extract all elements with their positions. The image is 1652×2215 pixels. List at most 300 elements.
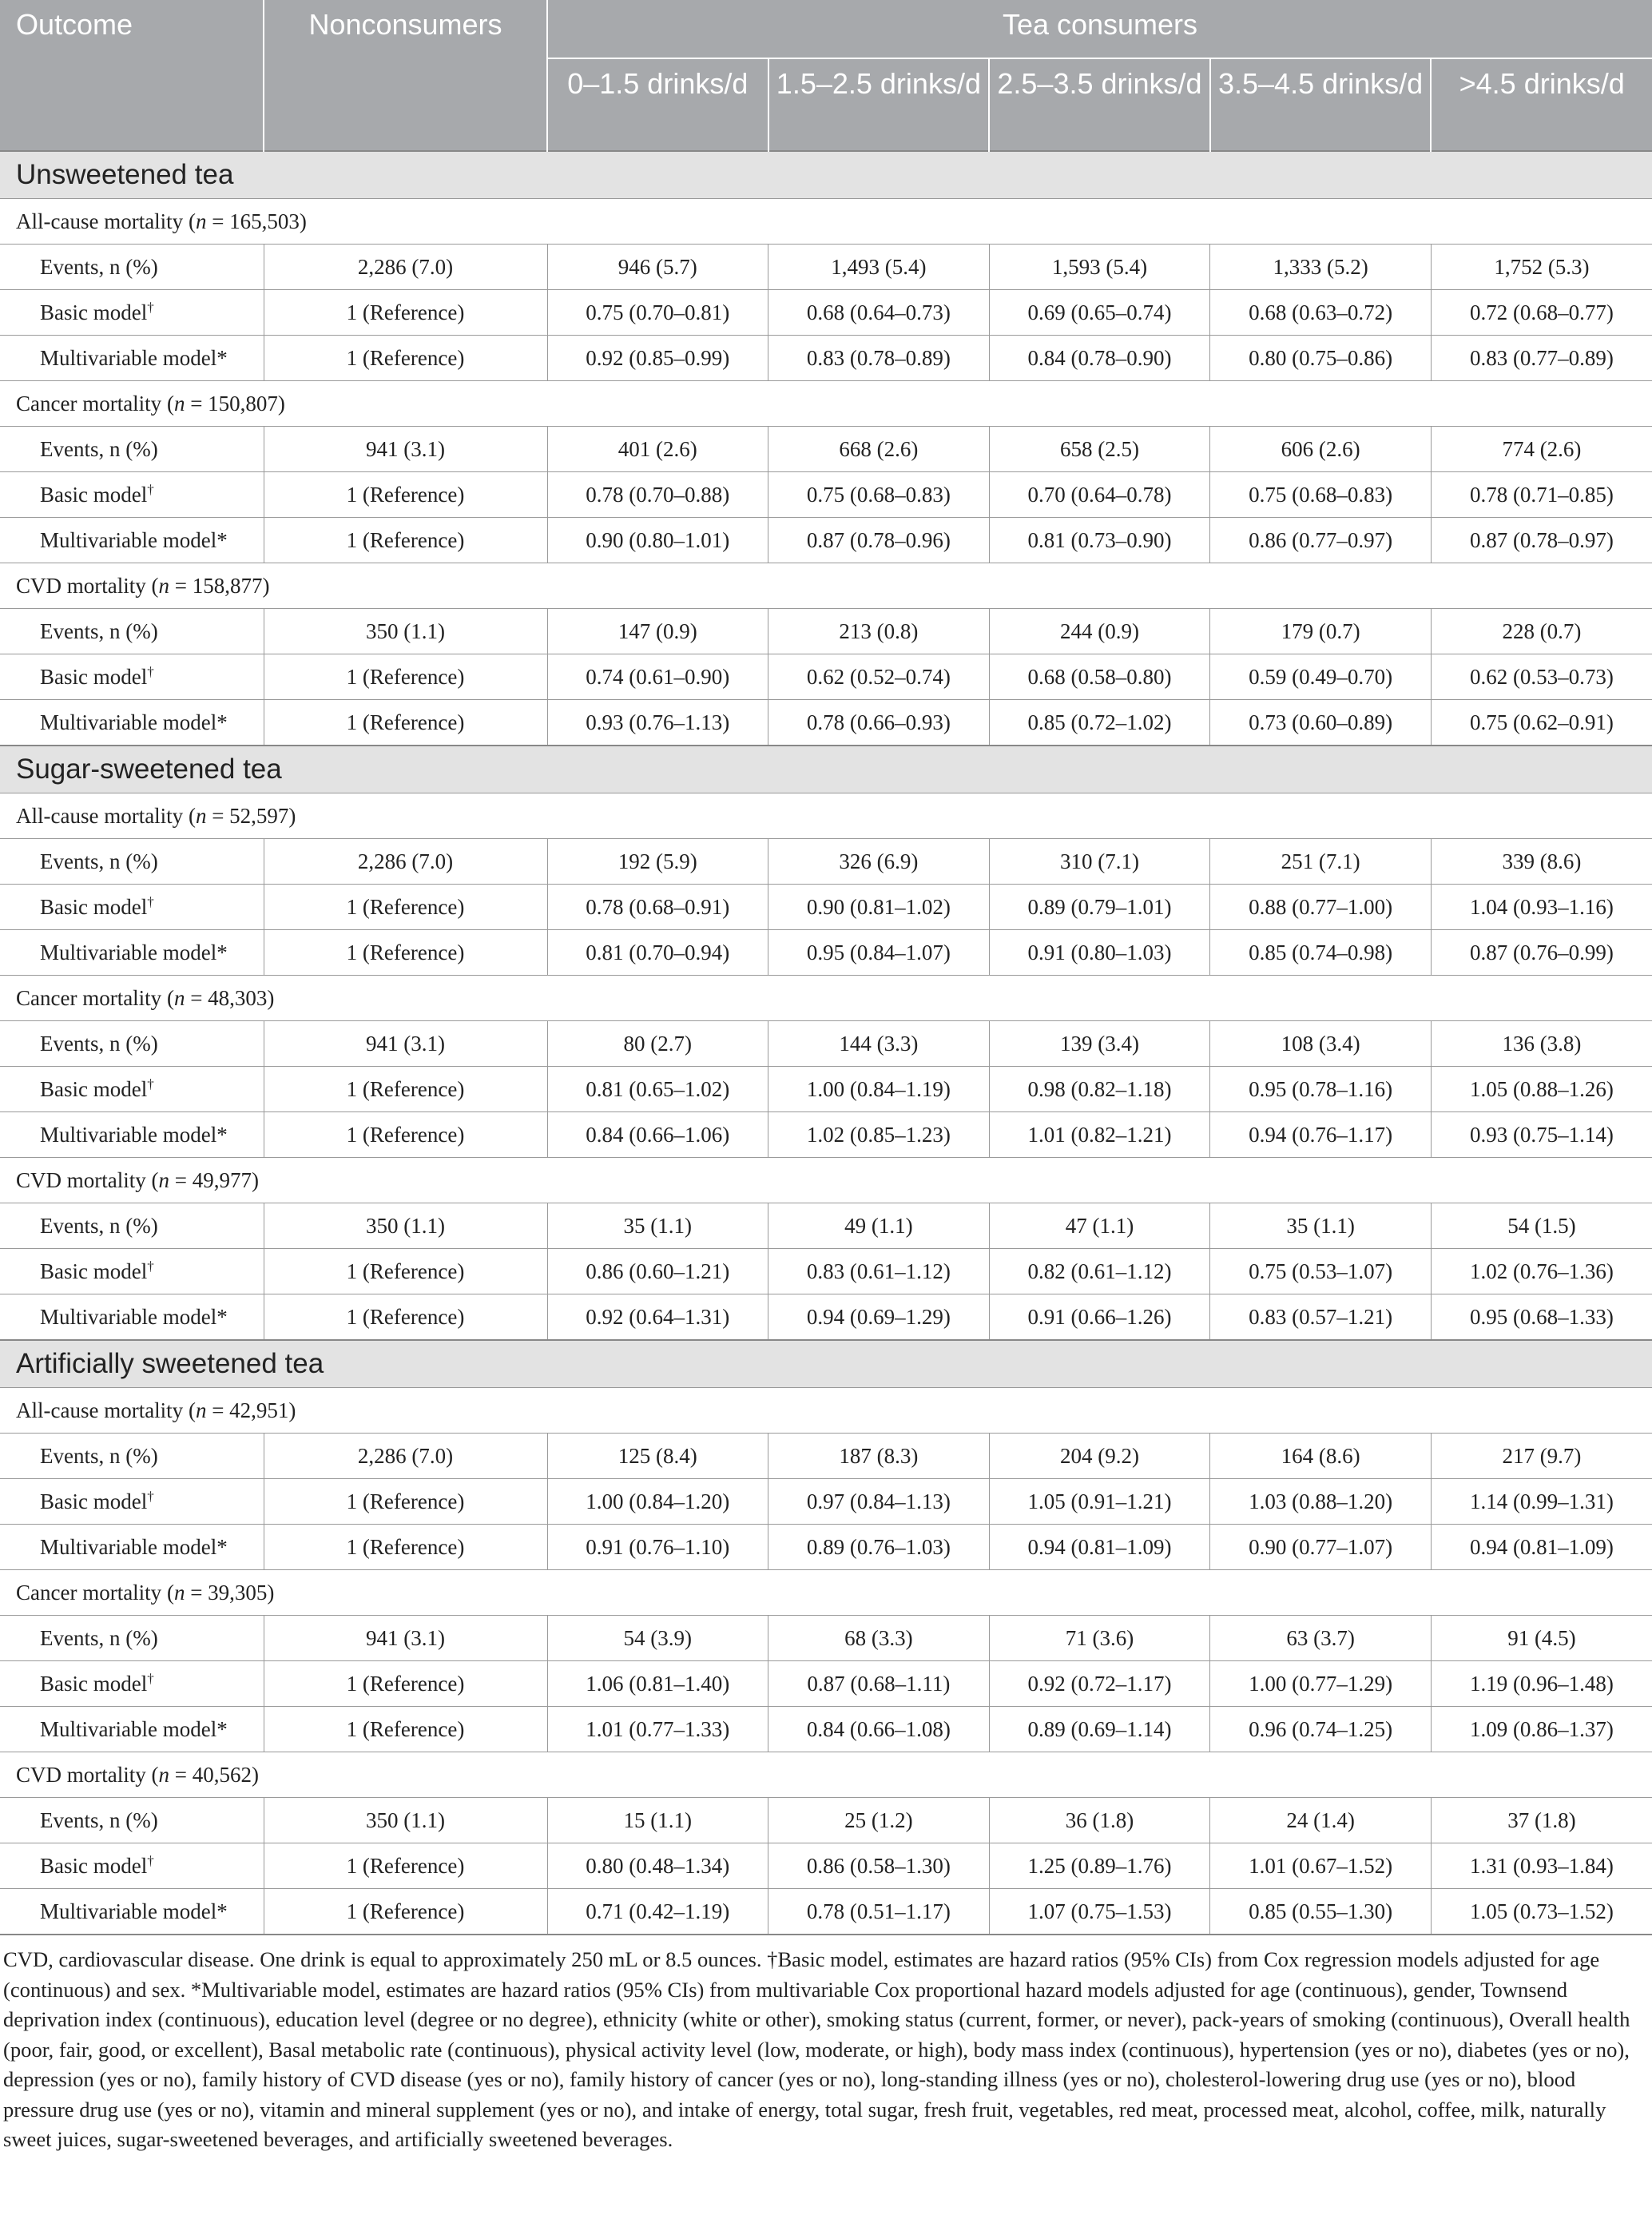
sample-size-value: = 42,951 <box>206 1398 289 1422</box>
table-row <box>0 245 1652 290</box>
sample-size-value: = 49,977 <box>169 1167 252 1192</box>
row-label-footnote-mark: † <box>147 481 154 497</box>
table-cell: 0.94 (0.69–1.29) <box>768 1294 990 1341</box>
outcome-name: Cancer mortality <box>16 985 162 1010</box>
table-cell: 1 (Reference) <box>264 700 547 746</box>
outcome-group-row <box>0 793 1652 839</box>
row-label-cell <box>0 427 264 472</box>
row-label-cell <box>0 885 264 930</box>
table-cell: 1.05 (0.88–1.26) <box>1431 1067 1652 1112</box>
row-label: Events, n (%) <box>40 436 158 461</box>
table-cell: 0.74 (0.61–0.90) <box>547 654 768 700</box>
sample-size-symbol: n <box>158 1167 169 1192</box>
table-row <box>0 654 1652 700</box>
table-row <box>0 472 1652 518</box>
sample-size-value: = 39,305 <box>185 1580 268 1605</box>
row-label-cell <box>0 336 264 381</box>
table-cell: 136 (3.8) <box>1431 1021 1652 1067</box>
row-label-cell <box>0 1843 264 1889</box>
row-label-cell <box>0 1112 264 1158</box>
table-row <box>0 290 1652 336</box>
row-label: Events, n (%) <box>40 1443 158 1468</box>
table-cell: 1.25 (0.89–1.76) <box>989 1843 1210 1889</box>
table-cell: 0.68 (0.63–0.72) <box>1210 290 1432 336</box>
table-cell: 0.90 (0.80–1.01) <box>547 518 768 563</box>
table-cell: 37 (1.8) <box>1431 1798 1652 1843</box>
sample-size-value: = 150,807 <box>185 391 278 416</box>
table-cell: 1,333 (5.2) <box>1210 245 1432 290</box>
table-cell: 658 (2.5) <box>989 427 1210 472</box>
row-label-footnote-mark: † <box>147 1488 154 1504</box>
row-label-cell <box>0 654 264 700</box>
table-cell: 0.92 (0.85–0.99) <box>547 336 768 381</box>
table-row <box>0 336 1652 381</box>
table-row <box>0 518 1652 563</box>
table-cell: 941 (3.1) <box>264 1021 547 1067</box>
table-row <box>0 427 1652 472</box>
table-cell: 0.68 (0.64–0.73) <box>768 290 990 336</box>
section-header <box>0 1340 1652 1388</box>
row-label-footnote-mark: † <box>147 299 154 315</box>
table-cell: 1.07 (0.75–1.53) <box>989 1889 1210 1935</box>
table-cell: 187 (8.3) <box>768 1434 990 1479</box>
table-cell: 0.82 (0.61–1.12) <box>989 1249 1210 1294</box>
table-cell: 0.83 (0.57–1.21) <box>1210 1294 1432 1341</box>
table-cell: 0.91 (0.80–1.03) <box>989 930 1210 976</box>
table-cell: 125 (8.4) <box>547 1434 768 1479</box>
table-cell: 0.75 (0.53–1.07) <box>1210 1249 1432 1294</box>
row-label: Basic model <box>40 1489 148 1513</box>
table-cell: 0.81 (0.70–0.94) <box>547 930 768 976</box>
table-cell: 80 (2.7) <box>547 1021 768 1067</box>
row-label: Multivariable model* <box>40 1122 228 1147</box>
table-cell: 1,593 (5.4) <box>989 245 1210 290</box>
table-cell: 68 (3.3) <box>768 1616 990 1661</box>
row-label-cell <box>0 1021 264 1067</box>
row-label: Events, n (%) <box>40 618 158 643</box>
sample-size-value: = 40,562 <box>169 1762 252 1787</box>
table-cell: 1.05 (0.73–1.52) <box>1431 1889 1652 1935</box>
table-cell: 668 (2.6) <box>768 427 990 472</box>
table-cell: 2,286 (7.0) <box>264 1434 547 1479</box>
table-cell: 1.09 (0.86–1.37) <box>1431 1707 1652 1752</box>
table-body <box>0 151 1652 1934</box>
table-cell: 0.78 (0.66–0.93) <box>768 700 990 746</box>
table-cell: 0.89 (0.76–1.03) <box>768 1525 990 1570</box>
table-cell: 1.00 (0.77–1.29) <box>1210 1661 1432 1707</box>
header-tea-consumers: Tea consumers <box>547 0 1652 58</box>
table-cell: 2,286 (7.0) <box>264 839 547 885</box>
outcome-group-label: Cancer mortality (n = 48,303) <box>0 976 1652 1021</box>
table-cell: 0.92 (0.64–1.31) <box>547 1294 768 1341</box>
sample-size-value: = 158,877 <box>169 573 263 598</box>
outcome-name: Cancer mortality <box>16 391 162 416</box>
table-cell: 0.85 (0.74–0.98) <box>1210 930 1432 976</box>
table-cell: 0.81 (0.65–1.02) <box>547 1067 768 1112</box>
table-cell: 35 (1.1) <box>1210 1203 1432 1249</box>
row-label: Multivariable model* <box>40 940 228 964</box>
table-row <box>0 1021 1652 1067</box>
sample-size-symbol: n <box>173 1580 185 1605</box>
table-cell: 1.01 (0.82–1.21) <box>989 1112 1210 1158</box>
table-cell: 0.93 (0.76–1.13) <box>547 700 768 746</box>
outcome-name: CVD mortality <box>16 1167 146 1192</box>
outcome-name: All-cause mortality <box>16 209 184 233</box>
table-cell: 1.03 (0.88–1.20) <box>1210 1479 1432 1525</box>
outcome-name: Cancer mortality <box>16 1580 162 1605</box>
outcome-group-label: Cancer mortality (n = 39,305) <box>0 1570 1652 1616</box>
table-cell: 1.00 (0.84–1.19) <box>768 1067 990 1112</box>
table-cell: 0.83 (0.77–0.89) <box>1431 336 1652 381</box>
table-cell: 1.00 (0.84–1.20) <box>547 1479 768 1525</box>
table-cell: 91 (4.5) <box>1431 1616 1652 1661</box>
table-cell: 1.01 (0.77–1.33) <box>547 1707 768 1752</box>
row-label: Basic model <box>40 1076 148 1101</box>
table-cell: 0.78 (0.51–1.17) <box>768 1889 990 1935</box>
table-cell: 0.85 (0.72–1.02) <box>989 700 1210 746</box>
outcome-group-label: All-cause mortality (n = 42,951) <box>0 1388 1652 1434</box>
table-cell: 0.62 (0.53–0.73) <box>1431 654 1652 700</box>
table-cell: 1.05 (0.91–1.21) <box>989 1479 1210 1525</box>
row-label: Multivariable model* <box>40 1899 228 1923</box>
table-cell: 0.93 (0.75–1.14) <box>1431 1112 1652 1158</box>
row-label-cell <box>0 290 264 336</box>
table-cell: 0.75 (0.62–0.91) <box>1431 700 1652 746</box>
table-cell: 0.94 (0.81–1.09) <box>1431 1525 1652 1570</box>
table-row <box>0 1798 1652 1843</box>
row-label: Multivariable model* <box>40 710 228 734</box>
outcome-name: All-cause mortality <box>16 803 184 828</box>
sample-size-symbol: n <box>173 391 185 416</box>
table-cell: 2,286 (7.0) <box>264 245 547 290</box>
table-row <box>0 1067 1652 1112</box>
outcome-group-row <box>0 199 1652 245</box>
table-cell: 0.78 (0.71–0.85) <box>1431 472 1652 518</box>
table-cell: 0.89 (0.69–1.14) <box>989 1707 1210 1752</box>
outcome-group-row <box>0 381 1652 427</box>
table-cell: 0.94 (0.81–1.09) <box>989 1525 1210 1570</box>
table-cell: 0.71 (0.42–1.19) <box>547 1889 768 1935</box>
table-cell: 1,493 (5.4) <box>768 245 990 290</box>
sample-size-value: = 48,303 <box>185 985 268 1010</box>
outcome-name: CVD mortality <box>16 1762 146 1787</box>
outcome-group-label: CVD mortality (n = 49,977) <box>0 1158 1652 1203</box>
table-cell: 0.68 (0.58–0.80) <box>989 654 1210 700</box>
table-cell: 401 (2.6) <box>547 427 768 472</box>
table-cell: 326 (6.9) <box>768 839 990 885</box>
table-cell: 1.06 (0.81–1.40) <box>547 1661 768 1707</box>
row-label-cell <box>0 1479 264 1525</box>
row-label-footnote-mark: † <box>147 1076 154 1092</box>
table-cell: 0.84 (0.66–1.08) <box>768 1707 990 1752</box>
row-label: Multivariable model* <box>40 345 228 370</box>
table-cell: 1 (Reference) <box>264 654 547 700</box>
table-cell: 0.78 (0.70–0.88) <box>547 472 768 518</box>
table-row <box>0 609 1652 654</box>
row-label-cell <box>0 1203 264 1249</box>
table-cell: 1 (Reference) <box>264 1067 547 1112</box>
table-row <box>0 1294 1652 1341</box>
row-label-cell <box>0 1889 264 1935</box>
row-label: Events, n (%) <box>40 1031 158 1056</box>
table-footnote: CVD, cardiovascular disease. One drink is equal to approximately 250 mL or 8.5 ounces. †Basic model, estimates are hazard ratios (95% CIs) from Cox regression models adjusted for age (continuous) and sex. *Multivariable model, estimates are hazard ratios (95% CIs) from multivariable Cox proportional hazard models adjusted for age (continuous), gender, Townsend deprivation index (continuous), education level (degree or no degree), ethnicity (white or other), smoking status (current, former, or never), pack-years of smoking (continuous), Overall health (poor, fair, good, or excellent), Basal metabolic rate (continuous), physical activity level (low, moderate, or high), body mass index (continuous), hypertension (yes or no), diabetes (yes or no), depression (yes or no), family history of CVD disease (yes or no), family history of cancer (yes or no), long-standing illness (yes or no), cholesterol-lowering drug use (yes or no), blood pressure drug use (yes or no), vitamin and mineral supplement (yes or no), and intake of energy, total sugar, fresh fruit, vegetables, red meat, processed meat, alcohol, coffee, milk, naturally sweet juices, sugar-sweetened beverages, and artificially sweetened beverages. <box>0 1934 1652 2155</box>
table-cell: 164 (8.6) <box>1210 1434 1432 1479</box>
table-cell: 35 (1.1) <box>547 1203 768 1249</box>
table-cell: 0.83 (0.61–1.12) <box>768 1249 990 1294</box>
sample-size-symbol: n <box>195 803 207 828</box>
table-cell: 0.92 (0.72–1.17) <box>989 1661 1210 1707</box>
table-cell: 0.80 (0.48–1.34) <box>547 1843 768 1889</box>
row-label: Multivariable model* <box>40 527 228 552</box>
table-cell: 244 (0.9) <box>989 609 1210 654</box>
table-cell: 0.84 (0.66–1.06) <box>547 1112 768 1158</box>
table-cell: 1 (Reference) <box>264 1889 547 1935</box>
row-label-cell <box>0 1249 264 1294</box>
table-cell: 0.75 (0.70–0.81) <box>547 290 768 336</box>
table-cell: 1 (Reference) <box>264 290 547 336</box>
table-cell: 139 (3.4) <box>989 1021 1210 1067</box>
table-cell: 108 (3.4) <box>1210 1021 1432 1067</box>
table-cell: 350 (1.1) <box>264 1798 547 1843</box>
row-label: Basic model <box>40 1671 148 1696</box>
table-cell: 36 (1.8) <box>989 1798 1210 1843</box>
table-cell: 941 (3.1) <box>264 1616 547 1661</box>
table-cell: 946 (5.7) <box>547 245 768 290</box>
table-cell: 0.88 (0.77–1.00) <box>1210 885 1432 930</box>
table-cell: 1 (Reference) <box>264 1843 547 1889</box>
table-cell: 1.31 (0.93–1.84) <box>1431 1843 1652 1889</box>
sample-size-value: = 52,597 <box>206 803 289 828</box>
table-cell: 0.91 (0.76–1.10) <box>547 1525 768 1570</box>
table-cell: 25 (1.2) <box>768 1798 990 1843</box>
table-cell: 0.91 (0.66–1.26) <box>989 1294 1210 1341</box>
row-label-cell <box>0 609 264 654</box>
row-label: Multivariable model* <box>40 1534 228 1559</box>
table-cell: 0.89 (0.79–1.01) <box>989 885 1210 930</box>
table-cell: 54 (3.9) <box>547 1616 768 1661</box>
section-title: Sugar-sweetened tea <box>0 746 1652 793</box>
table-cell: 0.98 (0.82–1.18) <box>989 1067 1210 1112</box>
table-cell: 147 (0.9) <box>547 609 768 654</box>
row-label: Basic model <box>40 482 148 507</box>
row-label: Events, n (%) <box>40 254 158 279</box>
table-cell: 0.73 (0.60–0.89) <box>1210 700 1432 746</box>
table-cell: 774 (2.6) <box>1431 427 1652 472</box>
table-cell: 0.80 (0.75–0.86) <box>1210 336 1432 381</box>
table-cell: 1 (Reference) <box>264 472 547 518</box>
table-cell: 144 (3.3) <box>768 1021 990 1067</box>
table-cell: 1,752 (5.3) <box>1431 245 1652 290</box>
table-cell: 0.75 (0.68–0.83) <box>1210 472 1432 518</box>
table-cell: 0.90 (0.81–1.02) <box>768 885 990 930</box>
header-col-4: 3.5–4.5 drinks/d <box>1210 58 1432 151</box>
table-row <box>0 1479 1652 1525</box>
outcome-name: CVD mortality <box>16 573 146 598</box>
table-cell: 1 (Reference) <box>264 1525 547 1570</box>
header-col-3: 2.5–3.5 drinks/d <box>989 58 1210 151</box>
table-row <box>0 1249 1652 1294</box>
table-cell: 0.87 (0.76–0.99) <box>1431 930 1652 976</box>
sample-size-symbol: n <box>158 573 169 598</box>
sample-size-value: = 165,503 <box>206 209 300 233</box>
table-cell: 204 (9.2) <box>989 1434 1210 1479</box>
table-cell: 192 (5.9) <box>547 839 768 885</box>
table-row <box>0 839 1652 885</box>
table-cell: 15 (1.1) <box>547 1798 768 1843</box>
table-row <box>0 1434 1652 1479</box>
row-label-footnote-mark: † <box>147 1852 154 1868</box>
sample-size-symbol: n <box>173 985 185 1010</box>
row-label: Multivariable model* <box>40 1716 228 1741</box>
section-header <box>0 746 1652 793</box>
table-cell: 0.85 (0.55–1.30) <box>1210 1889 1432 1935</box>
table-cell: 0.84 (0.78–0.90) <box>989 336 1210 381</box>
row-label: Basic model <box>40 1853 148 1878</box>
table-cell: 0.72 (0.68–0.77) <box>1431 290 1652 336</box>
row-label-cell <box>0 472 264 518</box>
sample-size-symbol: n <box>195 1398 207 1422</box>
table-cell: 1 (Reference) <box>264 1479 547 1525</box>
row-label-cell <box>0 930 264 976</box>
table-row <box>0 930 1652 976</box>
table-cell: 217 (9.7) <box>1431 1434 1652 1479</box>
outcome-group-row <box>0 976 1652 1021</box>
outcome-group-label: All-cause mortality (n = 165,503) <box>0 199 1652 245</box>
row-label-footnote-mark: † <box>147 1258 154 1274</box>
table-cell: 1 (Reference) <box>264 518 547 563</box>
outcome-group-label: CVD mortality (n = 158,877) <box>0 563 1652 609</box>
row-label: Events, n (%) <box>40 1213 158 1238</box>
table-cell: 0.75 (0.68–0.83) <box>768 472 990 518</box>
table-cell: 24 (1.4) <box>1210 1798 1432 1843</box>
row-label-footnote-mark: † <box>147 893 154 909</box>
table-cell: 1 (Reference) <box>264 1249 547 1294</box>
row-label-cell <box>0 1707 264 1752</box>
row-label: Events, n (%) <box>40 1807 158 1832</box>
row-label-cell <box>0 700 264 746</box>
section-header <box>0 151 1652 199</box>
table-cell: 0.90 (0.77–1.07) <box>1210 1525 1432 1570</box>
outcome-name: All-cause mortality <box>16 1398 184 1422</box>
outcome-group-row <box>0 1570 1652 1616</box>
table-cell: 1 (Reference) <box>264 1707 547 1752</box>
sample-size-symbol: n <box>195 209 207 233</box>
row-label-footnote-mark: † <box>147 663 154 679</box>
row-label: Basic model <box>40 300 148 324</box>
header-col-1: 0–1.5 drinks/d <box>547 58 768 151</box>
table-cell: 213 (0.8) <box>768 609 990 654</box>
table-cell: 1 (Reference) <box>264 930 547 976</box>
table-cell: 0.87 (0.78–0.96) <box>768 518 990 563</box>
table-row <box>0 1112 1652 1158</box>
table-cell: 0.95 (0.78–1.16) <box>1210 1067 1432 1112</box>
table-cell: 0.87 (0.68–1.11) <box>768 1661 990 1707</box>
table-cell: 1 (Reference) <box>264 1294 547 1341</box>
row-label-footnote-mark: † <box>147 1670 154 1686</box>
row-label-cell <box>0 1525 264 1570</box>
table-cell: 1.14 (0.99–1.31) <box>1431 1479 1652 1525</box>
table-cell: 339 (8.6) <box>1431 839 1652 885</box>
table-cell: 0.95 (0.84–1.07) <box>768 930 990 976</box>
table-cell: 228 (0.7) <box>1431 609 1652 654</box>
outcome-group-row <box>0 1752 1652 1798</box>
table-cell: 0.59 (0.49–0.70) <box>1210 654 1432 700</box>
row-label-cell <box>0 1798 264 1843</box>
table-cell: 0.95 (0.68–1.33) <box>1431 1294 1652 1341</box>
table-cell: 179 (0.7) <box>1210 609 1432 654</box>
header-col-5: >4.5 drinks/d <box>1431 58 1652 151</box>
table-cell: 251 (7.1) <box>1210 839 1432 885</box>
outcome-group-label: Cancer mortality (n = 150,807) <box>0 381 1652 427</box>
table-cell: 0.94 (0.76–1.17) <box>1210 1112 1432 1158</box>
table-cell: 0.97 (0.84–1.13) <box>768 1479 990 1525</box>
outcome-group-row <box>0 563 1652 609</box>
row-label: Multivariable model* <box>40 1304 228 1329</box>
section-title: Artificially sweetened tea <box>0 1340 1652 1388</box>
table-row <box>0 1525 1652 1570</box>
row-label: Events, n (%) <box>40 849 158 873</box>
table-cell: 0.70 (0.64–0.78) <box>989 472 1210 518</box>
table-cell: 1.02 (0.76–1.36) <box>1431 1249 1652 1294</box>
header-col-2: 1.5–2.5 drinks/d <box>768 58 990 151</box>
row-label-cell <box>0 1661 264 1707</box>
table-row <box>0 1203 1652 1249</box>
table-cell: 0.96 (0.74–1.25) <box>1210 1707 1432 1752</box>
row-label: Events, n (%) <box>40 1625 158 1650</box>
section-title: Unsweetened tea <box>0 151 1652 199</box>
row-label-cell <box>0 1434 264 1479</box>
sample-size-symbol: n <box>158 1762 169 1787</box>
table-cell: 0.69 (0.65–0.74) <box>989 290 1210 336</box>
outcome-group-row <box>0 1388 1652 1434</box>
row-label: Basic model <box>40 894 148 919</box>
table-cell: 0.83 (0.78–0.89) <box>768 336 990 381</box>
table-cell: 0.86 (0.60–1.21) <box>547 1249 768 1294</box>
table-cell: 1.02 (0.85–1.23) <box>768 1112 990 1158</box>
table-cell: 310 (7.1) <box>989 839 1210 885</box>
table-cell: 0.87 (0.78–0.97) <box>1431 518 1652 563</box>
table-cell: 350 (1.1) <box>264 1203 547 1249</box>
header-outcome: Outcome <box>0 0 264 151</box>
table-cell: 0.62 (0.52–0.74) <box>768 654 990 700</box>
row-label-cell <box>0 1067 264 1112</box>
table-row <box>0 1616 1652 1661</box>
outcome-group-label: CVD mortality (n = 40,562) <box>0 1752 1652 1798</box>
table-cell: 71 (3.6) <box>989 1616 1210 1661</box>
table-row <box>0 885 1652 930</box>
table-cell: 350 (1.1) <box>264 609 547 654</box>
table-row <box>0 700 1652 746</box>
row-label-cell <box>0 1616 264 1661</box>
row-label-cell <box>0 839 264 885</box>
row-label: Basic model <box>40 1259 148 1283</box>
outcome-group-row <box>0 1158 1652 1203</box>
table-cell: 0.81 (0.73–0.90) <box>989 518 1210 563</box>
table-cell: 1 (Reference) <box>264 1661 547 1707</box>
table-cell: 49 (1.1) <box>768 1203 990 1249</box>
header-nonconsumers: Nonconsumers <box>264 0 547 151</box>
table-cell: 0.78 (0.68–0.91) <box>547 885 768 930</box>
table-cell: 0.86 (0.58–1.30) <box>768 1843 990 1889</box>
table-cell: 63 (3.7) <box>1210 1616 1432 1661</box>
row-label-cell <box>0 1294 264 1341</box>
row-label-cell <box>0 245 264 290</box>
table-cell: 1 (Reference) <box>264 885 547 930</box>
table-cell: 1 (Reference) <box>264 1112 547 1158</box>
table-cell: 47 (1.1) <box>989 1203 1210 1249</box>
table-row <box>0 1661 1652 1707</box>
table-cell: 1.01 (0.67–1.52) <box>1210 1843 1432 1889</box>
